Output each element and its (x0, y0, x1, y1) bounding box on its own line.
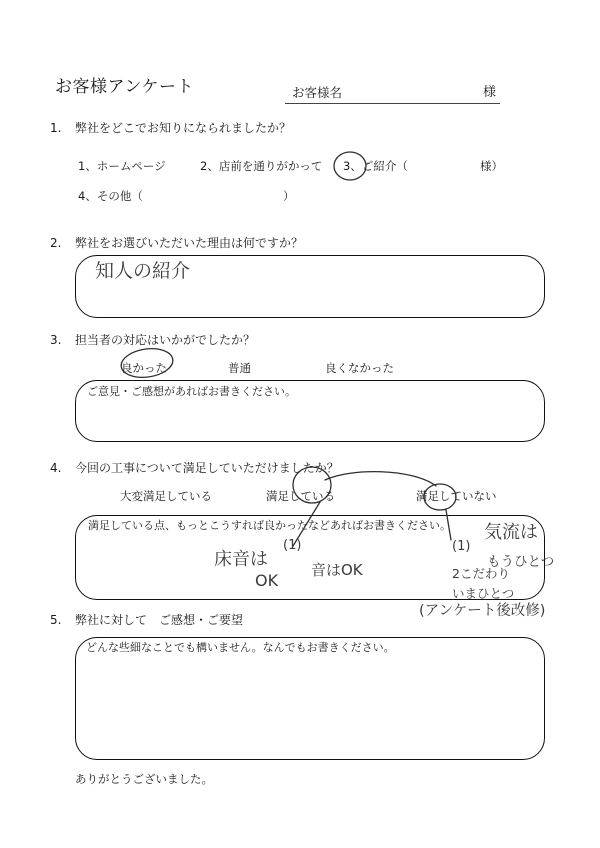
q4-number: 4. (50, 461, 62, 475)
q3-comment-prompt: ご意見・ご感想があればお書きください。 (87, 385, 296, 398)
q1-number: 1. (50, 121, 62, 135)
q4-comment-prompt: 満足している点、もっとこうすれば良かったなどあればお書きください。 (88, 519, 451, 532)
closing-thanks: ありがとうございました。 (75, 772, 213, 786)
q4-handwritten-right-3: 2こだわり (452, 566, 510, 581)
q1-option-passing-by: 2、店前を通りがかって (200, 159, 323, 173)
q3-number: 3. (50, 333, 62, 347)
q1-option-homepage: 1、ホームページ (78, 159, 166, 173)
q4-handwritten-right-4: いまひとつ (452, 586, 515, 601)
q3-option-good: 良かった (121, 361, 167, 375)
q2-number: 2. (50, 236, 62, 250)
customer-name-line (285, 103, 500, 104)
q4-handwritten-right-marker: (1) (452, 539, 471, 554)
q2-text: 弊社をお選びいただいた理由は何ですか？ (75, 236, 304, 250)
q4-handwritten-right-1: 気流は (484, 522, 538, 543)
q4-option-satisfied: 満足している (266, 489, 335, 503)
q1-option-other-suffix: ） (283, 189, 295, 203)
q5-comment-prompt: どんな些細なことでも構いません。なんでもお書きください。 (86, 641, 395, 654)
q4-handwritten-middle-marker: (1) (283, 538, 302, 553)
q4-option-very-satisfied: 大変満足している (120, 489, 212, 503)
q4-handwritten-note: (アンケート後改修) (419, 603, 546, 619)
q4-option-not-satisfied: 満足していない (416, 489, 497, 503)
q5-number: 5. (50, 613, 62, 627)
q4-connecting-arc-mark (325, 472, 436, 486)
q5-comment-box (75, 637, 545, 760)
q1-option-referral-suffix: 様） (480, 159, 503, 173)
customer-name-label: お客様名 (292, 85, 343, 100)
q3-option-bad: 良くなかった (325, 361, 394, 375)
q4-text: 今回の工事について満足していただけましたか？ (75, 461, 339, 475)
q3-text: 担当者の対応はいかがでしたか？ (75, 333, 256, 347)
q1-text: 弊社をどこでお知りになられましたか？ (75, 121, 292, 135)
q5-text: 弊社に対して ご感想・ご要望 (75, 613, 244, 627)
q1-option-other: 4、その他（ (78, 189, 143, 203)
survey-title: お客様アンケート (55, 77, 194, 97)
q4-handwritten-left-1: 床音は (214, 549, 268, 570)
q1-option-referral: 3、ご紹介（ (343, 159, 408, 173)
q4-handwritten-middle-text: 音はOK (311, 561, 363, 579)
q3-option-average: 普通 (228, 361, 251, 375)
q4-handwritten-right-2: もうひとつ (487, 554, 555, 570)
customer-name-suffix: 様 (483, 85, 497, 100)
q2-handwritten-answer: 知人の紹介 (95, 260, 191, 282)
q4-handwritten-left-2: OK (255, 571, 279, 590)
